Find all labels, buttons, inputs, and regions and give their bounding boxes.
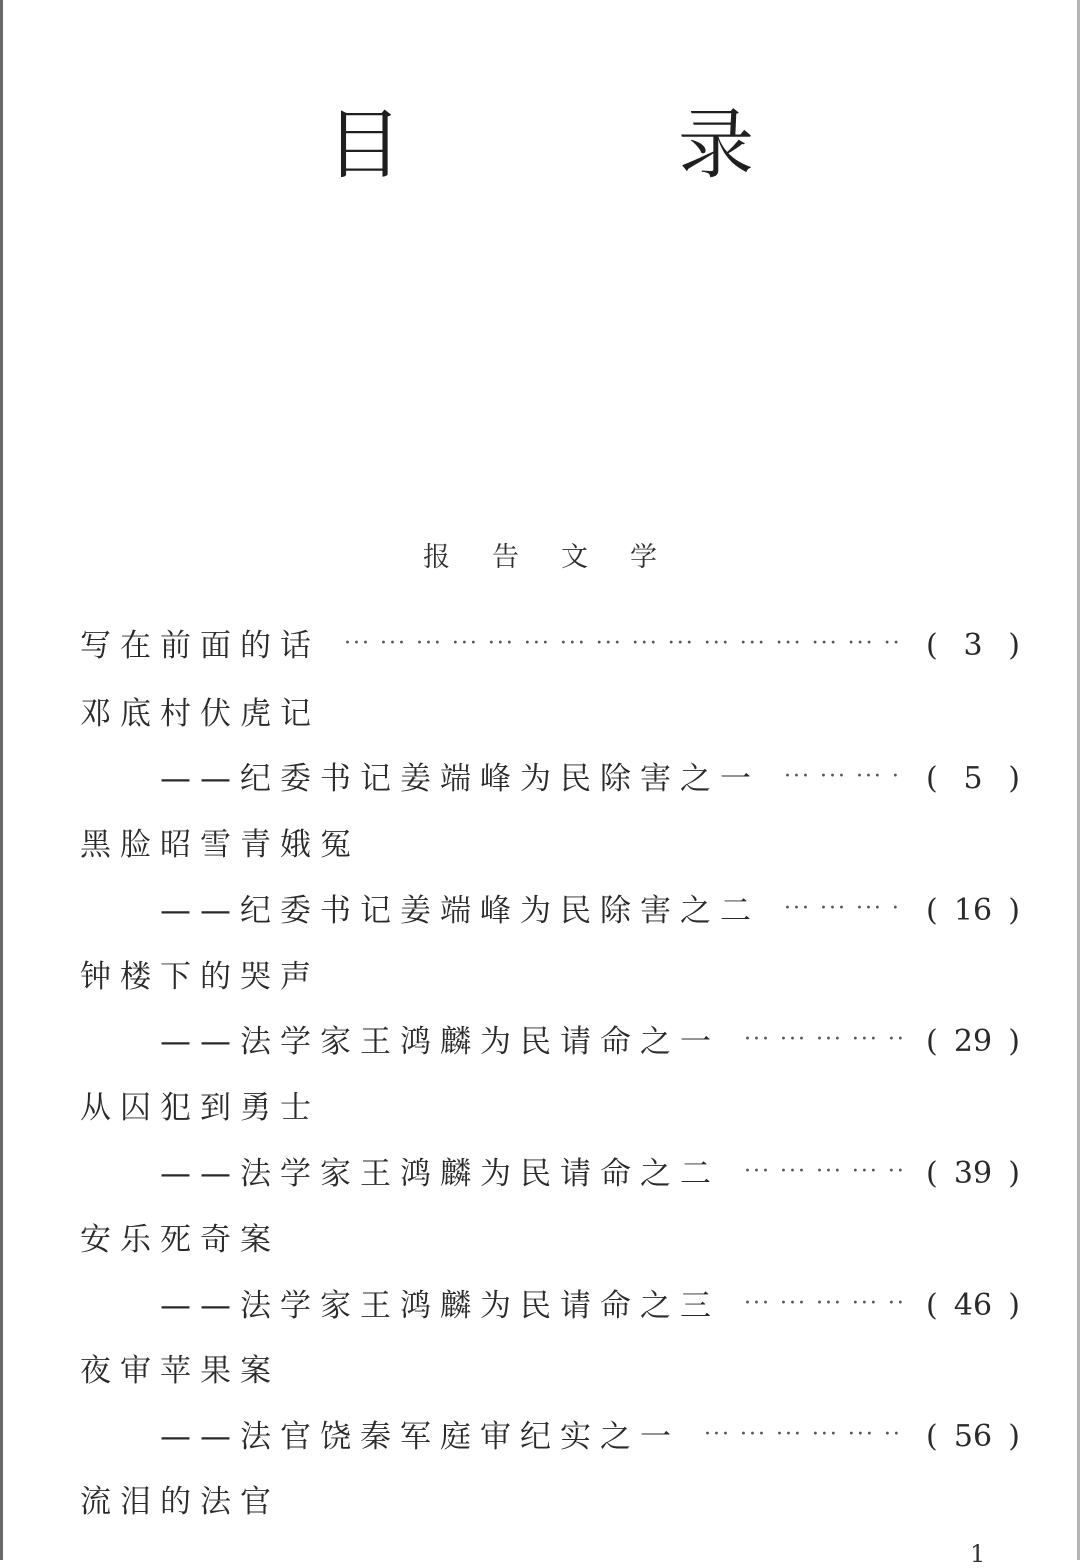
- paren-close: ): [1008, 1288, 1020, 1323]
- paren-open: (: [926, 1156, 938, 1191]
- dot-leader: [344, 624, 902, 668]
- toc-entry-subtitle: ——纪委书记姜端峰为民除害之二: [160, 893, 760, 929]
- toc-sub-entry[interactable]: [160, 757, 1020, 801]
- paren-close: ): [1008, 893, 1020, 928]
- toc-page-number: 5: [963, 761, 983, 796]
- toc-page-ref: [926, 1152, 1020, 1196]
- toc-entry-title: 黑脸昭雪青娥冤: [80, 827, 360, 863]
- page-title: 目 录: [326, 100, 854, 189]
- paren-close: ): [1008, 628, 1020, 663]
- paren-close: ): [1008, 1156, 1020, 1191]
- toc-page-number: 56: [953, 1419, 993, 1454]
- dot-leader: [744, 1152, 902, 1196]
- paren-close: ): [1008, 1419, 1020, 1454]
- toc-entry-subtitle: ——纪委书记姜端峰为民除害之一: [160, 761, 760, 797]
- section-heading: 报告文学: [423, 542, 699, 573]
- dot-leader: [704, 1415, 902, 1459]
- toc-entry[interactable]: [80, 823, 360, 867]
- toc-entry[interactable]: [80, 955, 320, 999]
- dot-leader: [744, 1284, 902, 1328]
- toc-entry[interactable]: [80, 624, 1020, 668]
- toc-sub-entry[interactable]: [160, 1152, 1020, 1196]
- toc-page-number: 39: [953, 1156, 993, 1191]
- toc-entry-title: 邓底村伏虎记: [80, 696, 320, 732]
- toc-entry[interactable]: [80, 1349, 280, 1393]
- toc-page-ref: [926, 624, 1020, 668]
- toc-entry-subtitle: ——法学家王鸿麟为民请命之三: [160, 1288, 720, 1324]
- paren-open: (: [926, 1024, 938, 1059]
- toc-page-number: 46: [953, 1288, 993, 1323]
- toc-page-ref: [926, 1020, 1020, 1064]
- toc-page-number: 29: [953, 1024, 993, 1059]
- toc-entry-subtitle: ——法学家王鸿麟为民请命之二: [160, 1156, 720, 1192]
- toc-entry[interactable]: [80, 1480, 280, 1524]
- toc-page-number: 16: [953, 893, 993, 928]
- toc-page-ref: [926, 889, 1020, 933]
- dot-leader: [744, 1020, 902, 1064]
- paren-open: (: [926, 628, 938, 663]
- paren-open: (: [926, 761, 938, 796]
- toc-sub-entry[interactable]: [160, 889, 1020, 933]
- paren-open: (: [926, 893, 938, 928]
- paren-open: (: [926, 1419, 938, 1454]
- toc-sub-entry[interactable]: [160, 1284, 1020, 1328]
- toc-page-ref: [926, 1415, 1020, 1459]
- toc-entry-title: 从囚犯到勇士: [80, 1090, 320, 1126]
- toc-page-ref: [926, 757, 1020, 801]
- paren-close: ): [1008, 761, 1020, 796]
- toc-entry-title: 安乐死奇案: [80, 1222, 280, 1258]
- toc-entry[interactable]: [80, 1086, 320, 1130]
- paren-close: ): [1008, 1024, 1020, 1059]
- toc-entry-title: 钟楼下的哭声: [80, 959, 320, 995]
- dot-leader: [784, 757, 902, 801]
- toc-entry-subtitle: ——法学家王鸿麟为民请命之一: [160, 1024, 720, 1060]
- toc-page-number: 3: [963, 628, 983, 663]
- toc-page-ref: [926, 1284, 1020, 1328]
- toc-entry-title: 流泪的法官: [80, 1484, 280, 1520]
- toc-entry[interactable]: [80, 1218, 280, 1262]
- dot-leader: [784, 889, 902, 933]
- toc-entry-title: 写在前面的话: [80, 628, 320, 664]
- toc-entry[interactable]: [80, 692, 320, 736]
- toc-entry-title: 夜审苹果案: [80, 1353, 280, 1389]
- toc-entry-subtitle: ——法官饶秦军庭审纪实之一: [160, 1419, 680, 1455]
- paren-open: (: [926, 1288, 938, 1323]
- toc-sub-entry[interactable]: [160, 1415, 1020, 1459]
- page-edge-left: [0, 0, 3, 1560]
- page-folio-number: 1: [970, 1540, 986, 1568]
- toc-sub-entry[interactable]: [160, 1020, 1020, 1064]
